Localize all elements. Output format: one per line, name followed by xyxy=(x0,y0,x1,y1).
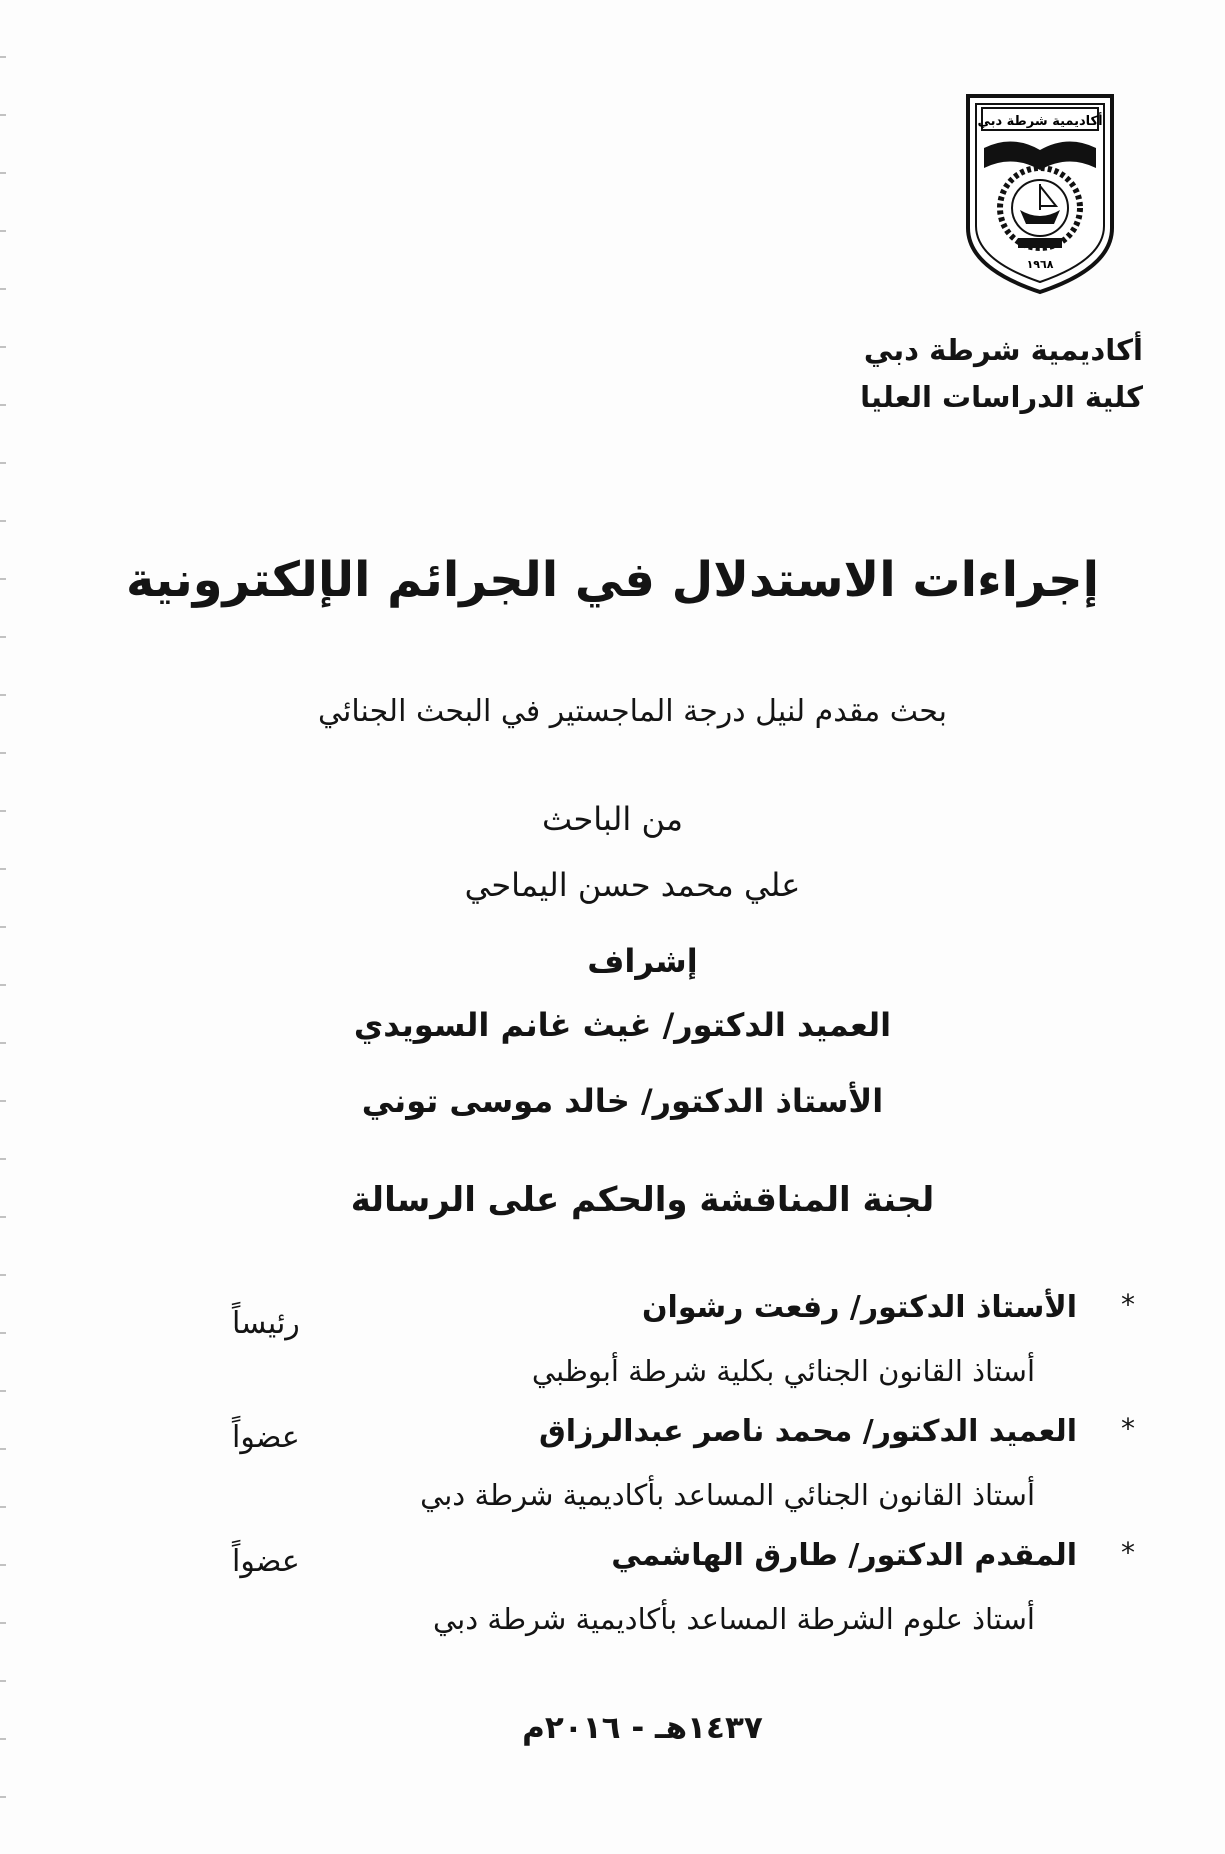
committee-member-name: العميد الدكتور/ محمد ناصر عبدالرزاق xyxy=(538,1414,1077,1449)
committee-member-name: الأستاذ الدكتور/ رفعت رشوان xyxy=(641,1290,1077,1325)
bullet-star: * xyxy=(1121,1288,1135,1321)
committee-member-position: أستاذ القانون الجنائي بكلية شرطة أبوظبي xyxy=(531,1354,1035,1388)
committee-member-name: المقدم الدكتور/ طارق الهاشمي xyxy=(611,1538,1077,1573)
committee-member-role: عضواً xyxy=(232,1544,300,1579)
institution-name: أكاديمية شرطة دبي xyxy=(863,333,1143,367)
logo-banner-text: أكاديمية شرطة دبي xyxy=(977,114,1103,129)
bullet-star: * xyxy=(1121,1412,1135,1445)
committee-member-position: أستاذ علوم الشرطة المساعد بأكاديمية شرطة دبي xyxy=(433,1602,1035,1636)
college-name: كلية الدراسات العليا xyxy=(860,380,1143,414)
scan-edge-marks xyxy=(0,0,6,1854)
supervision-label: إشراف xyxy=(587,942,698,980)
bullet-star: * xyxy=(1121,1536,1135,1569)
logo-year-text: ١٩٦٨ xyxy=(1026,258,1054,271)
academy-logo xyxy=(960,88,1120,298)
committee-member-role: عضواً xyxy=(232,1420,300,1455)
thesis-title: إجراءات الاستدلال في الجرائم الإلكترونية xyxy=(125,552,1100,608)
thesis-subtitle: بحث مقدم لنيل درجة الماجستير في البحث الجنائي xyxy=(318,694,947,729)
researcher-label: من الباحث xyxy=(542,800,683,838)
committee-member-position: أستاذ القانون الجنائي المساعد بأكاديمية شرطة دبي xyxy=(420,1478,1035,1512)
committee-title: لجنة المناقشة والحكم على الرسالة xyxy=(350,1180,935,1220)
academy-crest-icon xyxy=(960,88,1120,298)
supervisor-2: الأستاذ الدكتور/ خالد موسى توني xyxy=(361,1082,884,1120)
researcher-name: علي محمد حسن اليماحي xyxy=(464,866,801,904)
committee-member-role: رئيساً xyxy=(232,1306,300,1341)
supervisor-1: العميد الدكتور/ غيث غانم السويدي xyxy=(353,1006,892,1044)
document-date: ١٤٣٧هـ - ٢٠١٦م xyxy=(522,1710,763,1746)
